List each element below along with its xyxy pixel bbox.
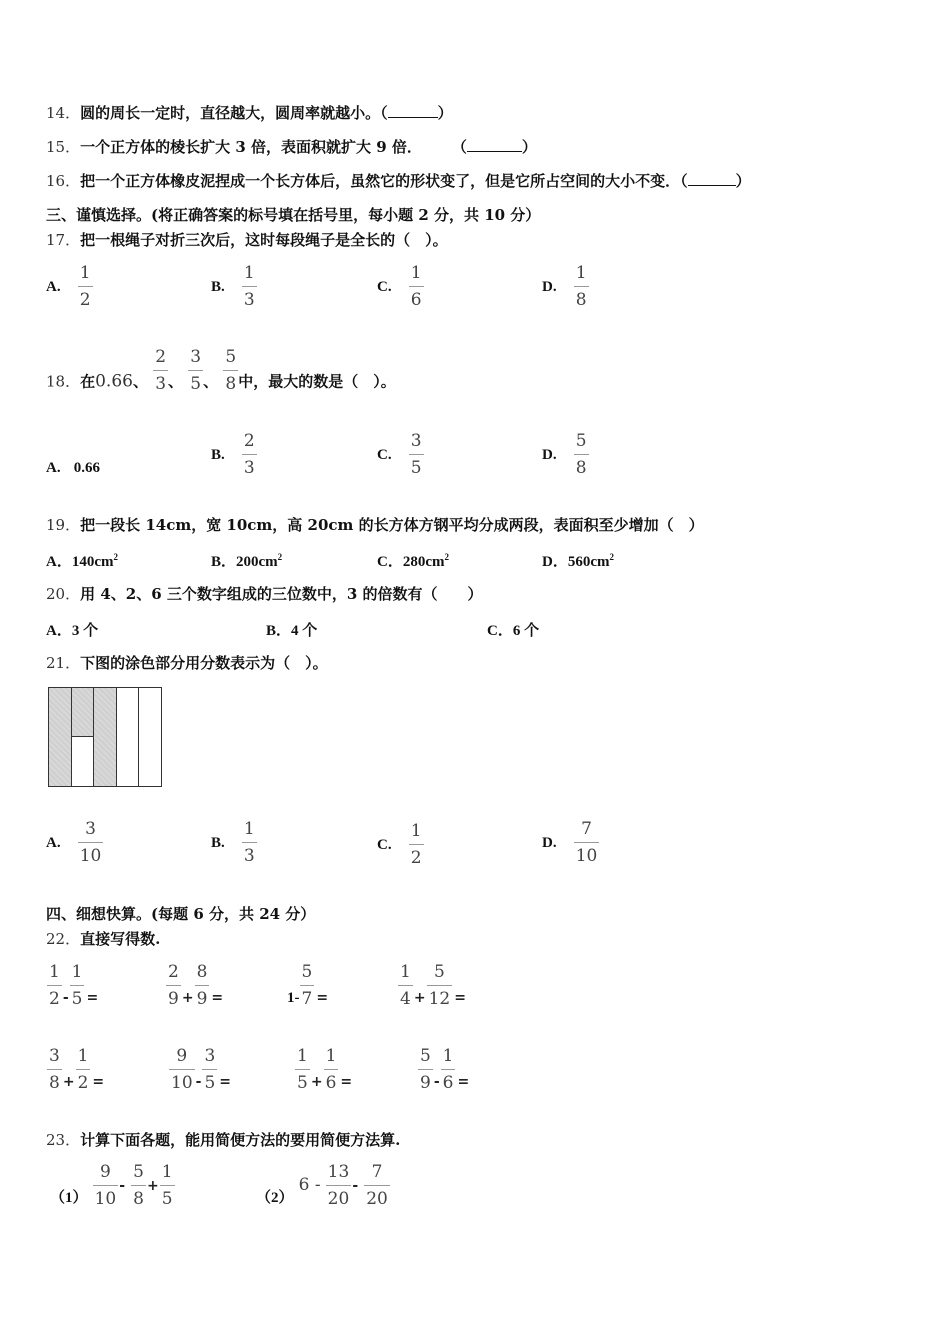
option-label: C. — [377, 837, 392, 853]
fraction: $\frac{7}{10}$ — [575, 819, 598, 866]
section-4-title: 四、细想快算。(每题 6 分，共 24 分） — [46, 905, 316, 923]
q20-option-a[interactable]: A．3 个 — [46, 623, 99, 639]
question-number: 22． — [46, 930, 81, 948]
whole-number: 6 - — [298, 1175, 321, 1195]
option-label: B. — [211, 835, 225, 851]
q21-option-a[interactable] — [46, 819, 103, 866]
question-text: 用 4、2、6 三个数字组成的三位数中，3 的倍数有（ ） — [80, 585, 483, 603]
answer-blank[interactable] — [388, 103, 438, 118]
question-number: 20． — [46, 585, 81, 603]
fraction: $\frac{1}{5}$ — [297, 1046, 308, 1093]
answer-blank[interactable] — [467, 137, 522, 152]
figure-column-empty — [117, 688, 140, 786]
fraction: $\frac{5}{7}$ — [301, 962, 313, 1009]
fraction: $\frac{1}{3}$ — [243, 263, 255, 310]
option-label: A. — [46, 279, 61, 295]
question-number: 14． — [46, 104, 81, 122]
figure-column-shaded — [94, 688, 117, 786]
fraction: $\frac{9}{10}$ — [94, 1162, 117, 1209]
option-label: A. — [46, 835, 61, 851]
q17-option-c[interactable] — [377, 263, 424, 310]
calc-expression: $\frac{1}{4}$ + $\frac{5}{12}$ = — [400, 962, 466, 1009]
question-number: 19． — [46, 516, 81, 534]
fraction: $\frac{1}{6}$ — [325, 1046, 337, 1093]
question-number: 15． — [46, 138, 81, 156]
question-number: 21． — [46, 654, 81, 672]
question-20 — [46, 584, 483, 604]
fraction: $\frac{1}{5}$ — [71, 962, 83, 1009]
q17-option-b[interactable] — [211, 263, 257, 310]
fraction: $\frac{3}{5}$ — [190, 347, 202, 394]
question-22 — [46, 929, 160, 949]
question-text: 一个正方体的棱长扩大 3 倍，表面积就扩大 9 倍． — [80, 138, 422, 156]
figure-column-half-shaded — [72, 688, 95, 786]
paren-close: ） — [521, 138, 537, 156]
fraction: $\frac{1}{6}$ — [410, 263, 422, 310]
question-21 — [46, 653, 328, 673]
question-text: 把一段长 14cm，宽 10cm，高 20cm 的长方体方钢平均分成两段，表面积至少增加（ ） — [80, 516, 704, 534]
figure-column-empty — [139, 688, 161, 786]
question-19 — [46, 515, 704, 535]
q19-option-a[interactable]: A．$140cm^2$ — [46, 552, 118, 570]
fraction: $\frac{3}{5}$ — [204, 1046, 216, 1093]
q17-option-d[interactable] — [542, 263, 589, 310]
fraction: $\frac{5}{12}$ — [428, 962, 451, 1009]
question-text: 把一个正方体橡皮泥捏成一个长方体后，虽然它的形状变了，但是它所占空间的大小不变．（ — [80, 172, 688, 190]
section-3-title: 三、谨慎选择。(将正确答案的标号填在括号里，每小题 2 分，共 10 分） — [46, 206, 541, 224]
option-label: C. — [377, 279, 392, 295]
option-label: D. — [542, 279, 557, 295]
question-text: 下图的涂色部分用分数表示为（ ）。 — [80, 654, 328, 672]
question-number: 23． — [46, 1131, 81, 1149]
part-label: （2） — [256, 1190, 294, 1206]
question-14 — [46, 103, 453, 123]
question-number: 18． — [46, 372, 81, 391]
fraction: $\frac{2}{3}$ — [243, 431, 255, 478]
fraction: $\frac{9}{10}$ — [171, 1046, 193, 1093]
question-text: 直接写得数. — [80, 930, 161, 948]
answer-blank[interactable] — [688, 171, 736, 186]
fraction: $\frac{1}{2}$ — [77, 1046, 89, 1093]
question-18: 18．在0.66、 $\frac{2}{3}$ 、 $\frac{3}{5}$ 、 $\frac{5}{8}$ 中，最大的数是（ ）。 — [46, 347, 396, 394]
calc-expression: $\frac{1}{5}$ + $\frac{1}{6}$ = — [297, 1046, 353, 1093]
fraction: $\frac{5}{8}$ — [575, 431, 587, 478]
fraction: $\frac{1}{3}$ — [243, 819, 255, 866]
fraction: $\frac{13}{20}$ — [327, 1162, 350, 1209]
question-text: 圆的周长一定时，直径越大，圆周率就越小。（ — [80, 104, 388, 122]
fraction: $\frac{1}{2}$ — [79, 263, 91, 310]
fraction: $\frac{8}{9}$ — [196, 962, 208, 1009]
fraction: $\frac{3}{8}$ — [49, 1046, 60, 1093]
option-label: A. — [46, 460, 61, 476]
q20-option-c[interactable]: C．6 个 — [487, 623, 540, 639]
fraction: $\frac{3}{10}$ — [79, 819, 102, 866]
q21-option-b[interactable] — [211, 819, 257, 866]
option-label: B. — [211, 447, 225, 463]
calc-expression: $\frac{3}{8}$ + $\frac{1}{2}$ = — [49, 1046, 105, 1093]
question-number: 16． — [46, 172, 81, 190]
q18-option-c[interactable] — [377, 431, 424, 478]
fraction: $\frac{1}{5}$ — [161, 1162, 173, 1209]
option-label: D. — [542, 447, 557, 463]
fraction: $\frac{7}{20}$ — [366, 1162, 388, 1209]
q23-part-1: （1） $\frac{9}{10}$ - $\frac{5}{8}$ + $\frac{1}{5}$ — [50, 1162, 173, 1209]
shaded-rectangle-figure — [48, 687, 162, 787]
option-value: 0.66 — [73, 460, 100, 476]
paren-close: ） — [437, 104, 453, 122]
calc-expression: $\frac{2}{9}$ + $\frac{8}{9}$ = — [168, 962, 224, 1009]
option-label: B. — [211, 279, 225, 295]
paren-open: （ — [451, 138, 467, 156]
q21-option-d[interactable] — [542, 819, 599, 866]
part-label: （1） — [50, 1190, 88, 1206]
question-23 — [46, 1130, 400, 1150]
fraction: $\frac{2}{3}$ — [155, 347, 167, 394]
calc-expression: $\frac{1}{2}$ - $\frac{1}{5}$ = — [49, 962, 99, 1009]
fraction: $\frac{1}{2}$ — [49, 962, 60, 1009]
question-number: 17． — [46, 231, 81, 249]
fraction: $\frac{5}{9}$ — [420, 1046, 431, 1093]
calc-expression: 1- $\frac{5}{7}$ = — [287, 962, 329, 1009]
q19-option-d[interactable]: D．$560cm^2$ — [542, 552, 614, 570]
question-15 — [46, 137, 537, 157]
calc-expression: $\frac{5}{9}$ - $\frac{1}{6}$ = — [420, 1046, 470, 1093]
question-17 — [46, 230, 448, 250]
q17-option-a[interactable] — [46, 263, 93, 310]
option-label: C. — [377, 447, 392, 463]
fraction: $\frac{5}{8}$ — [133, 1162, 144, 1209]
fraction: $\frac{1}{2}$ — [410, 821, 422, 868]
fraction: $\frac{5}{8}$ — [225, 347, 237, 394]
q23-part-2: （2） 6 - $\frac{13}{20}$ - $\frac{7}{20}$ — [256, 1162, 388, 1209]
fraction: $\frac{2}{9}$ — [168, 962, 179, 1009]
question-16 — [46, 171, 751, 191]
fraction: $\frac{3}{5}$ — [410, 431, 422, 478]
fraction: $\frac{1}{4}$ — [400, 962, 411, 1009]
q21-option-c[interactable] — [377, 821, 424, 868]
q19-option-c[interactable]: C．$280cm^2$ — [377, 552, 449, 570]
question-text: 计算下面各题，能用简便方法的要用简便方法算. — [80, 1131, 401, 1149]
q18-option-d[interactable] — [542, 431, 589, 478]
q20-option-b[interactable]: B．4 个 — [266, 623, 318, 639]
calc-expression: $\frac{9}{10}$ - $\frac{3}{5}$ = — [171, 1046, 232, 1093]
fraction: $\frac{1}{6}$ — [442, 1046, 454, 1093]
q18-option-a[interactable] — [46, 457, 100, 477]
decimal-value: 0.66 — [95, 371, 133, 392]
figure-column-shaded — [49, 688, 72, 786]
paren-close: ） — [735, 172, 751, 190]
question-text: 把一根绳子对折三次后，这时每段绳子是全长的（ ）。 — [80, 231, 448, 249]
q19-option-b[interactable]: B．$200cm^2$ — [211, 552, 283, 570]
q18-option-b[interactable] — [211, 431, 257, 478]
option-label: D. — [542, 835, 557, 851]
fraction: $\frac{1}{8}$ — [575, 263, 587, 310]
